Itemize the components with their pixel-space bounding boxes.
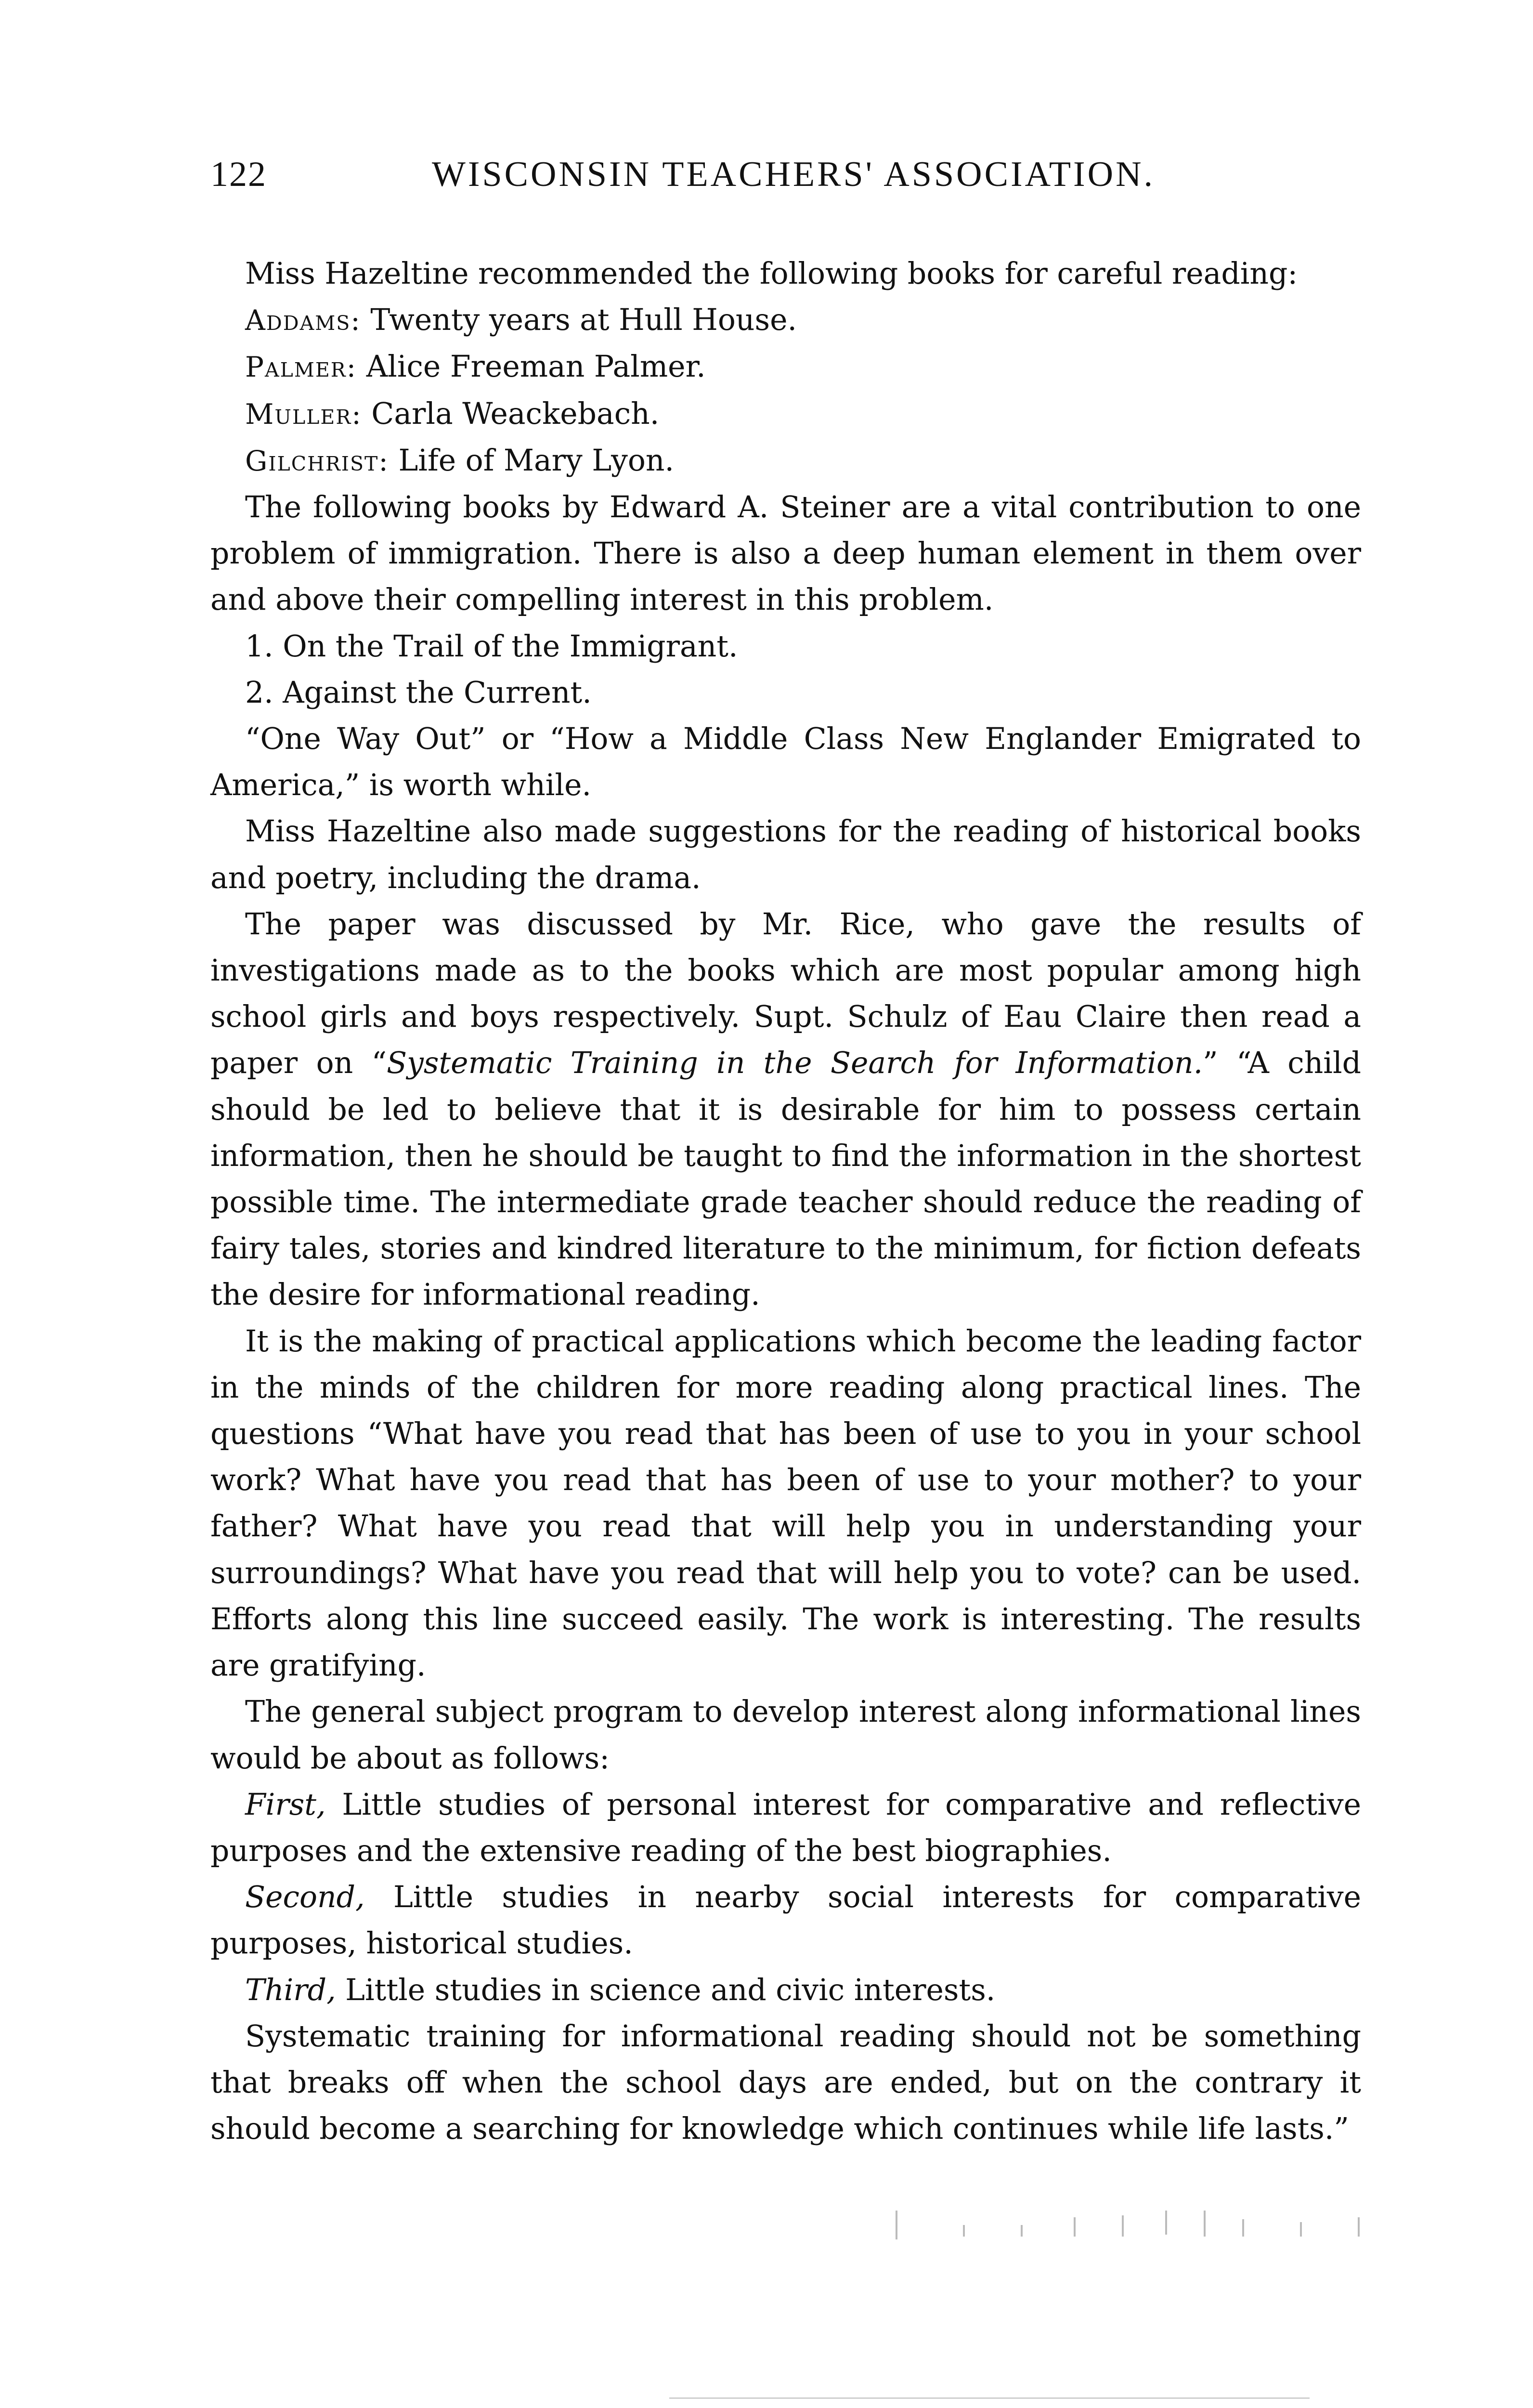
program-item	[210, 1874, 1361, 1966]
discussion-paragraph	[210, 901, 1361, 1318]
scan-artifacts	[896, 2211, 1372, 2244]
bottom-rule	[669, 2397, 1310, 2399]
discussion-text: The paper was discussed by Mr. Rice, who gave the results of investigations made as to the books which are most popular among high school girls and boys respectively. Supt. Schulz of Eau Claire then read a paper on “	[210, 906, 1361, 1081]
program-item	[210, 1967, 1361, 2013]
paper-title: Systematic Training in the Search for Information.	[387, 1046, 1203, 1081]
program-text: Little studies in science and civic interests.	[336, 1972, 996, 2007]
intro-paragraph: Miss Hazeltine recommended the following books for careful reading:	[245, 256, 1298, 291]
program-text: Little studies of personal interest for comparative and reflective purposes and the extensive reading of the best biographies.	[210, 1787, 1361, 1868]
book-author: Palmer:	[245, 351, 357, 384]
program-label: Third,	[245, 1972, 336, 2007]
book-item	[210, 297, 1361, 343]
book-author: Addams:	[245, 304, 361, 337]
program-text: Little studies in nearby social interests for comparative purposes, historical studies.	[210, 1880, 1361, 1961]
book-item	[210, 391, 1361, 437]
steiner-book: 1. On the Trail of the Immigrant.	[245, 628, 738, 664]
closing-paragraph: Systematic training for informational reading should not be something that breaks off when the school days are ended, but on the contrary it should become a searching for knowledge which continues while life lasts.”	[210, 2018, 1361, 2146]
book-author: Muller:	[245, 397, 362, 431]
running-head: WISCONSIN TEACHERS' ASSOCIATION.	[432, 155, 1156, 194]
page-body	[210, 250, 1361, 2152]
steiner-book: 2. Against the Current.	[245, 675, 592, 710]
book-item	[210, 437, 1361, 484]
steiner-paragraph: The following books by Edward A. Steiner are a vital contribution to one problem of immigration. There is also a deep human element in them over and above their compelling interest in this problem.	[210, 490, 1361, 617]
suggestions-paragraph: Miss Hazeltine also made suggestions for the reading of historical books and poetry, including the drama.	[210, 814, 1361, 895]
book-title: Life of Mary Lyon.	[389, 443, 675, 478]
program-label: Second,	[245, 1880, 365, 1915]
book-title: Alice Freeman Palmer.	[357, 349, 706, 384]
book-title: Twenty years at Hull House.	[361, 302, 797, 338]
page-number: 122	[210, 155, 267, 194]
program-item	[210, 1781, 1361, 1874]
practical-paragraph: It is the making of practical applications which become the leading factor in the minds of the children for more reading along practical lines. The questions “What have you read that has been of use to you in your school work? What have you read that has been of use to your mother? to your father? What have you read that will help you in understanding your surroundings? What have you read that will help you to vote? can be used. Efforts along this line succeed easily. The work is interesting. The results are gratifying.	[210, 1323, 1361, 1683]
discussion-text: ” “A child should be led to believe that it is desirable for him to possess certain information, then he should be taught to find the information in the shortest possible time. The intermediate grade teacher should reduce the reading of fairy tales, stories and kindred literature to the minimum, for fiction defeats the desire for informational reading.	[210, 1046, 1362, 1312]
program-label: First,	[245, 1787, 326, 1822]
book-item	[210, 343, 1361, 390]
program-intro: The general subject program to develop interest along informational lines would be about as follows:	[210, 1694, 1361, 1776]
book-title: Carla Weackebach.	[362, 396, 660, 431]
book-author: Gilchrist:	[245, 444, 389, 477]
one-way-out-paragraph: “One Way Out” or “How a Middle Class New Englander Emigrated to America,” is worth while.	[210, 721, 1361, 803]
page-header	[210, 154, 1366, 197]
